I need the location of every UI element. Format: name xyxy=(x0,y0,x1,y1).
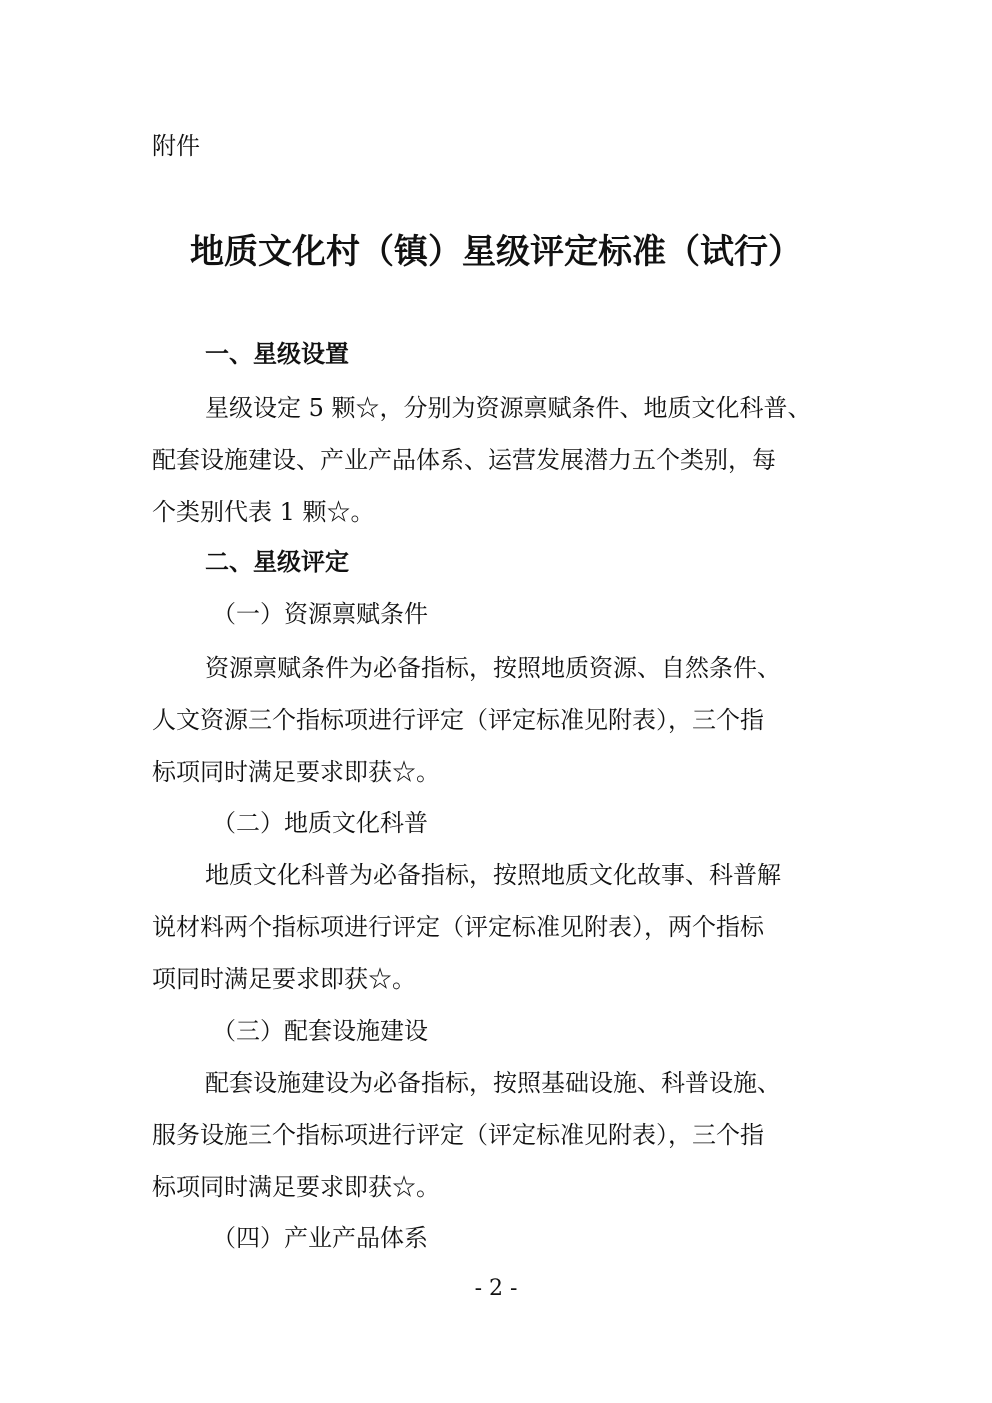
subsection-heading: （三）配套设施建设 xyxy=(212,1017,428,1045)
section-heading: 一、星级设置 xyxy=(205,340,349,368)
paragraph-line: 地质文化科普为必备指标，按照地质文化故事、科普解 xyxy=(205,861,781,889)
subsection-heading: （二）地质文化科普 xyxy=(212,809,428,837)
paragraph-line: 服务设施三个指标项进行评定（评定标准见附表），三个指 xyxy=(152,1121,764,1149)
page-number: - 2 - xyxy=(474,1276,518,1301)
paragraph-line: 标项同时满足要求即获☆。 xyxy=(152,1173,440,1201)
paragraph-line: 配套设施建设、产业产品体系、运营发展潜力五个类别，每 xyxy=(152,446,776,474)
paragraph-line: 人文资源三个指标项进行评定（评定标准见附表），三个指 xyxy=(152,706,764,734)
paragraph-line: 标项同时满足要求即获☆。 xyxy=(152,758,440,786)
paragraph-line: 项同时满足要求即获☆。 xyxy=(152,965,416,993)
subsection-heading: （一）资源禀赋条件 xyxy=(212,600,428,628)
attachment-label: 附件 xyxy=(152,132,200,160)
paragraph-line: 资源禀赋条件为必备指标，按照地质资源、自然条件、 xyxy=(205,654,781,682)
subsection-heading: （四）产业产品体系 xyxy=(212,1224,428,1252)
section-heading: 二、星级评定 xyxy=(205,548,349,576)
document-title: 地质文化村（镇）星级评定标准（试行） xyxy=(190,232,802,272)
paragraph-line: 说材料两个指标项进行评定（评定标准见附表），两个指标 xyxy=(152,913,764,941)
paragraph-line: 星级设定 5 颗☆，分别为资源禀赋条件、地质文化科普、 xyxy=(205,394,812,422)
paragraph-line: 配套设施建设为必备指标，按照基础设施、科普设施、 xyxy=(205,1069,781,1097)
paragraph-line: 个类别代表 1 颗☆。 xyxy=(152,498,375,526)
